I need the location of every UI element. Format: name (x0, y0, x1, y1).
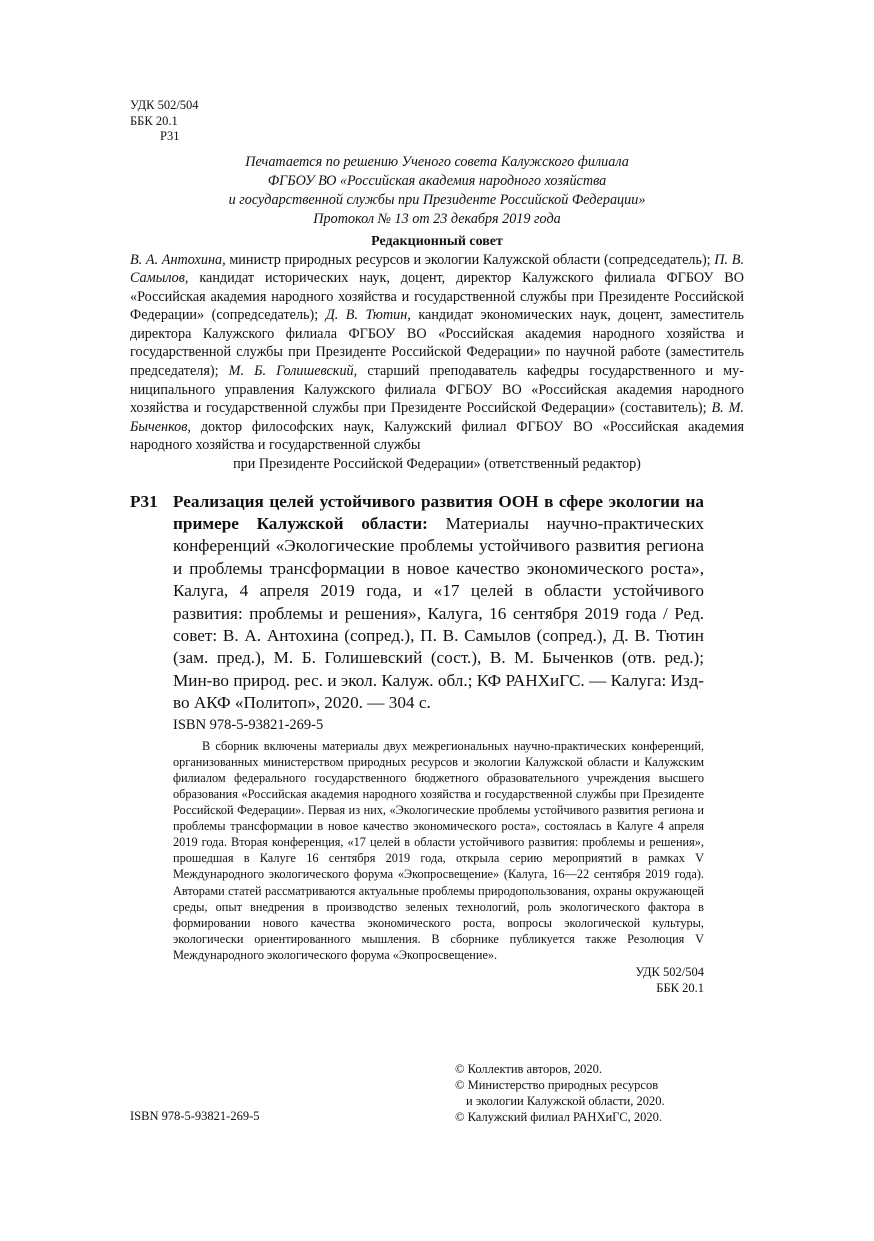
board-member-role: доктор философских наук, Калужский филиал ФГБОУ ВО «Российская академия народного хозяйства и государственной службы (130, 418, 744, 454)
title-page (130, 98, 744, 996)
udk-code: УДК 502/504 (130, 98, 199, 112)
copyright-line: © Калужский филиал РАНХиГС, 2020. (455, 1110, 662, 1124)
board-member-name: В. М. Быченков, (130, 400, 744, 435)
board-member-role: министр природных ресурсов и экологии Калужской области (сопредседатель); (225, 251, 715, 268)
board-member-name: В. А. Антохина, (130, 251, 226, 268)
board-member-name: Д. В. Тютин, (325, 307, 411, 324)
abstract-text: В сборник включены материалы двух межрегиональных научно-практических конференций, организованных министерством природных ресурсов и экологии Калужской области и Калужским филиалом федерального государственного бюджетного образовательного учреждения высшего образования «Российская академия народного хозяйства и государственной службы при Президенте Российской Федерации». Первая из них, «Экологические проблемы устойчивого развития региона и проблемы трансформации в новое качество экономического роста», состоялась в Калуге 4 апреля 2019 года. Вторая конференция, «17 целей в области устойчивого развития: проблемы и решения», прошедшая в Калуге 16 сентября 2019 года, открыла серию мероприятий в рамках V Международного экологического форума «Экопросвещение» (Калуга, 16—22 сентября 2019 года). Авторами статей рассматриваются актуальные проблемы природопользования, охраны окружающей среды, опыт внедрения в производство зеленых технологий, роль экологического фактора в формировании нового качества экономического роста, вопросы экологической культуры, экологически ориентированного мышления. В сборнике публикуется также Резолюция V Международного экологического форума «Экопросвещение». (173, 738, 704, 962)
entry-title: Реализация целей устойчивого развития ООН в сфере экологии на примере Калужской области: (173, 491, 704, 534)
board-member-name: П. В. Самылов, (130, 251, 744, 287)
board-member-role: кандидат экономических наук, доцент, заместитель директора Калужского филиала ФГБОУ ВО «Российская академия народного хозяйства и государственной службы при Президенте Российской Федерации» по научной работе (заместитель председателя); (130, 307, 745, 380)
classification-codes-right (173, 965, 704, 996)
decision-line: Печатается по решению Ученого совета Калужского филиала (245, 153, 629, 170)
board-member-name: М. Б. Голишевский, (228, 363, 358, 380)
copyright-line: © Министерство природных ресурсов (455, 1078, 659, 1092)
board-member-role: старший преподаватель кафедры государственного и муниципального управления Калужского филиала ФГБОУ ВО «Российская академия народного хозяйства и государственной службы при Президенте Российской Федерации» (составитель); (130, 363, 744, 417)
author-mark: Р31 (160, 129, 180, 143)
entry-isbn: ISBN 978-5-93821-269-5 (173, 716, 324, 733)
publication-decision (130, 153, 744, 229)
bbk-code: ББК 20.1 (130, 113, 178, 128)
board-member-role: кандидат исторических наук, доцент, директор Калужского филиала ФГБОУ ВО «Российская академия народного хозяйства и государственной службы при Президенте Российской Федерации» (сопредседатель); (130, 270, 744, 324)
copyright-block (455, 1061, 665, 1125)
decision-line: и государственной службы при Президенте Российской Федерации» (228, 191, 646, 208)
copyright-line: и экологии Калужской области, 2020. (466, 1094, 665, 1108)
editorial-board-title: Редакционный совет (371, 233, 503, 249)
copyright-line: © Коллектив авторов, 2020. (455, 1062, 602, 1076)
entry-body (173, 491, 704, 715)
decision-line: ФГБОУ ВО «Российская академия народного хозяйства (267, 172, 607, 189)
entry-index: Р31 (130, 491, 158, 511)
udk-code: УДК 502/504 (635, 965, 704, 979)
bbk-code: ББК 20.1 (656, 980, 704, 995)
entry-description: Материалы научно-практических конференций «Экологические проблемы устойчивого развития региона и проблемы трансформации в новое качество экономического роста», Калуга, 4 апреля 2019 года, и «17 целей в области устойчивого развития: проблемы и решения», Калуга, 16 сентября 2019 года / Ред. совет: В. А. Антохина (сопред.), П. В. Самылов (сопред.), Д. В. Тютин (зам. пред.), М. Б. Голишевский (сост.), В. М. Быченков (отв. ред.); Мин-во природ. рес. и экол. Калуж. обл.; КФ РАНХиГС. — Калуга: Изд-во АКФ «Политоп», 2020. — 304 с. (173, 514, 705, 713)
footer-isbn: ISBN 978-5-93821-269-5 (130, 1109, 260, 1123)
editorial-board-list (130, 251, 744, 474)
decision-line: Протокол № 13 от 23 декабря 2019 года (313, 210, 561, 227)
bibliographic-entry (130, 491, 744, 715)
classification-codes (130, 98, 744, 145)
board-member-role-tail: при Президенте Российской Федерации» (ответственный редактор) (233, 456, 641, 473)
abstract (173, 738, 704, 963)
